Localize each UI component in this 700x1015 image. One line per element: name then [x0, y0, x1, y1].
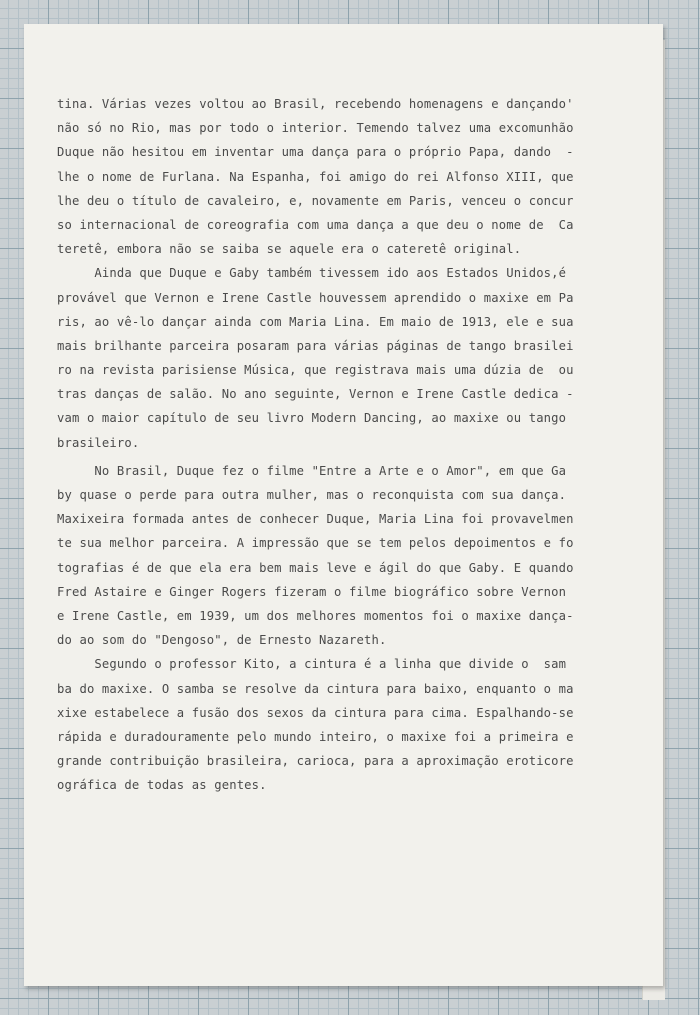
text-line: lhe deu o título de cavaleiro, e, novamente em Paris, venceu o concur: [57, 193, 574, 208]
text-line: te sua melhor parceira. A impressão que se tem pelos depoimentos e fo: [57, 536, 574, 551]
text-line: ba do maxixe. O samba se resolve da cintura para baixo, enquanto o ma: [57, 681, 574, 696]
paragraph-3: [57, 459, 617, 653]
text-line: ográfica de todas as gentes.: [57, 778, 267, 793]
text-line: Ainda que Duque e Gaby também tivessem ido aos Estados Unidos,é: [57, 266, 567, 281]
text-line: tografias é de que ela era bem mais leve e ágil do que Gaby. E quando: [57, 560, 574, 575]
text-line: so internacional de coreografia com uma dança a que deu o nome de Ca: [57, 217, 574, 232]
text-line: não só no Rio, mas por todo o interior. Temendo talvez uma excomunhão: [57, 121, 574, 136]
text-line: do ao som do "Dengoso", de Ernesto Nazareth.: [57, 633, 387, 648]
text-line: xixe estabelece a fusão dos sexos da cintura para cima. Espalhando-se: [57, 705, 574, 720]
text-line: Duque não hesitou em inventar uma dança para o próprio Papa, dando -: [57, 145, 574, 160]
text-line: tras danças de salão. No ano seguinte, Vernon e Irene Castle dedica -: [57, 387, 574, 402]
text-line: Fred Astaire e Ginger Rogers fizeram o filme biográfico sobre Vernon: [57, 584, 567, 599]
text-line: provável que Vernon e Irene Castle houvessem aprendido o maxixe em Pa: [57, 290, 574, 305]
text-line: Segundo o professor Kito, a cintura é a linha que divide o sam: [57, 657, 567, 672]
text-line: ris, ao vê-lo dançar ainda com Maria Lina. Em maio de 1913, ele e sua: [57, 314, 574, 329]
text-line: ro na revista parisiense Música, que registrava mais uma dúzia de ou: [57, 363, 574, 378]
text-line: by quase o perde para outra mulher, mas o reconquista com sua dança.: [57, 488, 567, 502]
text-line: mais brilhante parceira posaram para várias páginas de tango brasilei: [57, 338, 574, 353]
text-line: Maxixeira formada antes de conhecer Duque, Maria Lina foi provavelmen: [57, 512, 574, 527]
text-line: e Irene Castle, em 1939, um dos melhores momentos foi o maxixe dança-: [57, 608, 574, 623]
text-line: rápida e duradouramente pelo mundo inteiro, o maxixe foi a primeira e: [57, 729, 574, 744]
text-line: teretê, embora não se saiba se aquele era o cateretê original.: [57, 242, 522, 257]
paragraph-4: [57, 652, 617, 797]
text-line: grande contribuição brasileira, carioca, para a aproximação eroticore: [57, 754, 574, 769]
text-line: vam o maior capítulo de seu livro Modern Dancing, ao maxixe ou tango: [57, 411, 567, 426]
paragraph-2: [57, 261, 617, 455]
text-line: tina. Várias vezes voltou ao Brasil, recebendo homenagens e dançando': [57, 97, 574, 111]
page-text: [57, 92, 617, 797]
text-line: brasileiro.: [57, 435, 140, 450]
text-line: lhe o nome de Furlana. Na Espanha, foi amigo do rei Alfonso XIII, que: [57, 169, 574, 184]
text-line: No Brasil, Duque fez o filme "Entre a Arte e o Amor", em que Ga: [57, 463, 567, 478]
paragraph-1: [57, 92, 617, 261]
